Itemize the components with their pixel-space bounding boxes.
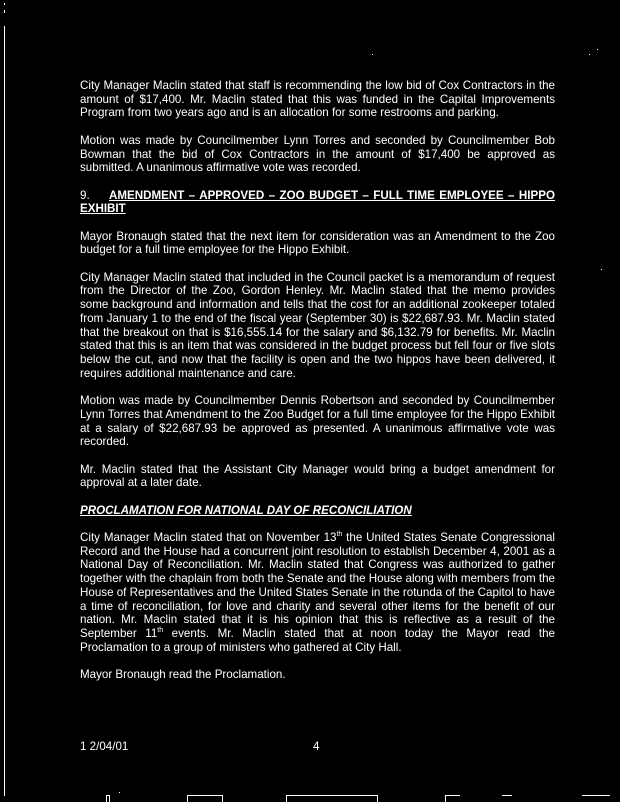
proclamation-heading: PROCLAMATION FOR NATIONAL DAY OF RECONCILIATION: [80, 503, 412, 517]
document-page: [80, 79, 555, 682]
paragraph-zoo-followup: Mr. Maclin stated that the Assistant City Manager would bring a budget amendment for approval at a later date.: [80, 462, 555, 490]
paragraph-zoo-memo: City Manager Maclin stated that included in the Council packet is a memorandum of request from the Director of the Zoo, Gordon Henley. Mr. Maclin stated that the memo provides some background and information and tells that the cost for an additional zookeeper totaled from January 1 to the end of the fiscal year (September 30) is $22,687.93. Mr. Maclin stated that the breakout on that is $16,555.14 for the salary and $6,132.79 for benefits. Mr. Maclin stated that this is an item that was considered in the budget process but fell four or five slots below the cut, and now that the facility is open and the two hippos have been delivered, it requires additional maintenance and care.: [80, 270, 555, 380]
ordinal-suffix: th: [336, 531, 343, 539]
ordinal-suffix: th: [157, 627, 164, 634]
page-number: 4: [313, 740, 320, 753]
scan-artifact: [286, 795, 378, 802]
paragraph-zoo-intro: Mayor Bronaugh stated that the next item for consideration was an Amendment to the Zoo budget for a full time employee for the Hippo Exhibit.: [80, 229, 555, 257]
scan-speck: [589, 54, 590, 55]
scan-speck: [119, 792, 120, 793]
footer-date: 1 2/04/01: [80, 740, 129, 753]
scan-speck: [4, 790, 5, 791]
scan-edge-mark: [4, 10, 5, 13]
paragraph-bid-recommendation: City Manager Maclin stated that staff is recommending the low bid of Cox Contractors in the amount of $17,400. Mr. Maclin stated that this was funded in the Capital Improvements Program from two years ago and is an allocation for some restrooms and parking.: [80, 79, 555, 120]
paragraph-bid-motion: Motion was made by Councilmember Lynn Torres and seconded by Councilmember Bob Bowman that the bid of Cox Contractors in the amount of $17,400 be approved as submitted. A unanimous affirmative vote was recorded.: [80, 133, 555, 175]
scan-speck: [601, 269, 602, 270]
scan-speck: [372, 54, 373, 55]
scan-artifact: [187, 795, 223, 802]
scan-speck: [597, 49, 598, 50]
paragraph-proclamation-details: [80, 531, 555, 654]
section-title: AMENDMENT – APPROVED – ZOO BUDGET – FULL TIME EMPLOYEE – HIPPO EXHIBIT: [80, 188, 555, 216]
text-run: the United States Senate Congressional Record and the House had a concurrent joint resolution to establish December 4, 2001 as a National Day of Reconciliation. Mr. Maclin stated that Congress was authorized to gather together with the chaplain from both the Senate and the House along with members from the House of Representatives and the United States Senate in the rotunda of the Capitol to have a time of reconciliation, for love and charity and several other items for the benefit of our nation. Mr. Maclin stated that it is his opinion that this is reflective as a result of the September 11: [80, 531, 556, 640]
text-run: City Manager Maclin stated that on November 13: [80, 531, 337, 545]
scan-artifact: [445, 795, 460, 802]
scan-artifact: [582, 795, 610, 802]
scan-artifact: [106, 795, 110, 802]
section-number: 9.: [80, 188, 90, 202]
paragraph-proclamation-read: Mayor Bronaugh read the Proclamation.: [80, 668, 286, 682]
paragraph-zoo-motion: Motion was made by Councilmember Dennis Robertson and seconded by Councilmember Lynn Torres that Amendment to the Zoo Budget for a full time employee for the Hippo Exhibit at a salary of $22,687.93 be approved as presented. A unanimous affirmative vote was recorded.: [80, 394, 555, 449]
scan-artifact: [502, 795, 512, 802]
scan-edge-line: [4, 26, 5, 796]
text-run: events. Mr. Maclin stated that at noon today the Mayor read the Proclamation to a group of ministers who gathered at City Hall.: [80, 627, 556, 654]
scan-edge-mark: [4, 3, 5, 5]
section-9-heading: [80, 189, 555, 216]
